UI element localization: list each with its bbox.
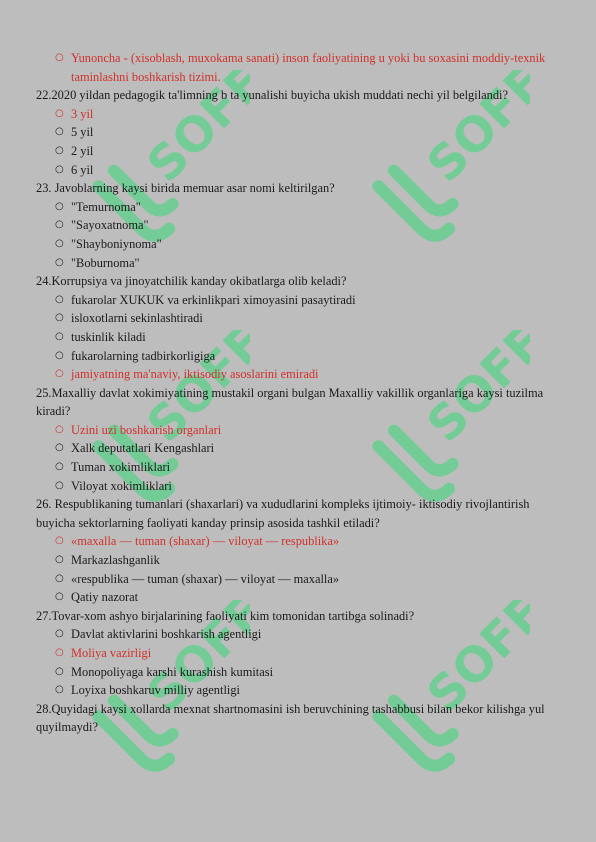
circle-bullet-icon: ○ <box>55 219 64 231</box>
option-text: Moliya vazirligi <box>71 646 152 660</box>
option-text: 3 yil <box>71 106 94 121</box>
circle-bullet-icon: ○ <box>55 293 64 305</box>
option-text: fukarolar XUKUK va erkinlikpari ximoyasini pasaytiradi <box>71 292 356 307</box>
svg-text:SOFF: SOFF <box>136 600 250 724</box>
circle-bullet-icon: ○ <box>55 591 64 603</box>
question-text: 22.2020 yildan pedagogik ta'limning b ta yunalishi buyicha ukish muddati nechi yil belgilandi? <box>36 88 508 103</box>
option-text: tuskinlik kiladi <box>71 329 146 344</box>
option-text: "Sayoxatnoma" <box>71 218 149 233</box>
answer-option <box>36 439 556 458</box>
question-text: 23. Javoblarning kaysi birida memuar asar nomi keltirilgan? <box>36 181 335 196</box>
answer-option <box>36 347 556 366</box>
option-text: "Boburnoma" <box>71 255 140 270</box>
option-text: Yunoncha - (xisoblash, muxokama sanati) inson faoliyatining u yoki bu soxasini moddiy-texnik taminlashni boshkarish tizimi. <box>71 51 546 84</box>
option-text: Loyixa boshkaruv milliy agentligi <box>71 683 240 698</box>
question-text: 28.Quyidagi kaysi xollarda mexnat shartnomasini ish beruvchining tashabbusi bilan bekor kilishga yul quyilmaydi? <box>36 701 545 735</box>
svg-text:SOFF: SOFF <box>416 70 530 194</box>
answer-option <box>36 161 556 180</box>
circle-bullet-icon: ○ <box>55 442 64 454</box>
answer-option <box>36 254 556 273</box>
option-text: jamiyatning ma'naviy, iktisodiy asoslarini emiradi <box>71 367 319 382</box>
circle-bullet-icon: ○ <box>55 684 64 696</box>
circle-bullet-icon: ○ <box>55 330 64 342</box>
question-text: 25.Maxalliy davlat xokimiyatining mustakil organi bulgan Maxalliy vakillik organlariga kaysi tuzilma kiradi? <box>36 385 544 419</box>
circle-bullet-icon: ○ <box>55 554 64 566</box>
option-list <box>36 105 556 179</box>
circle-bullet-icon: ○ <box>55 368 64 380</box>
circle-bullet-icon: ○ <box>55 628 64 640</box>
answer-option <box>36 477 556 496</box>
option-list <box>36 291 556 384</box>
option-text: Xalk deputatlari Kengashlari <box>71 441 215 456</box>
option-text: Davlat aktivlarini boshkarish agentligi <box>71 627 262 642</box>
answer-option <box>36 588 556 607</box>
option-text: fukarolarning tadbirkorligiga <box>71 348 216 363</box>
option-text: Monopoliyaga karshi kurashish kumitasi <box>71 664 274 679</box>
option-text: "Shayboniynoma" <box>71 236 162 251</box>
answer-option <box>36 551 556 570</box>
svg-text:SOFF: SOFF <box>416 600 530 724</box>
answer-option <box>36 570 556 589</box>
answer-option <box>36 142 556 161</box>
answer-option <box>36 663 556 682</box>
circle-bullet-icon: ○ <box>55 163 64 175</box>
option-list <box>36 421 556 495</box>
circle-bullet-icon: ○ <box>55 461 64 473</box>
answer-option <box>36 198 556 217</box>
option-list <box>36 625 556 699</box>
answer-option <box>36 235 556 254</box>
option-text: isloxotlarni sekinlashtiradi <box>71 311 203 326</box>
question-text: 24.Korrupsiya va jinoyatchilik kanday okibatlarga olib keladi? <box>36 274 347 289</box>
circle-bullet-icon: ○ <box>55 107 64 119</box>
option-text: 6 yil <box>71 162 94 177</box>
svg-text:SOFF: SOFF <box>416 330 530 454</box>
option-text: "Temurnoma" <box>71 199 141 214</box>
answer-option <box>36 309 556 328</box>
option-text: Tuman xokimliklari <box>71 460 171 475</box>
option-text: «respublika — tuman (shaxar) — viloyat — maxalla» <box>71 571 340 586</box>
circle-bullet-icon: ○ <box>55 52 64 63</box>
answer-option <box>36 216 556 235</box>
answer-option <box>36 681 556 700</box>
question-text: 27.Tovar-xom ashyo birjalarining faoliyati kim tomonidan tartibga solinadi? <box>36 608 415 623</box>
answer-option-correct <box>36 105 556 124</box>
svg-text:SOFF: SOFF <box>136 330 250 454</box>
option-text: Uzini uzi boshkarish organlari <box>71 422 222 437</box>
svg-text:SOFF: SOFF <box>136 70 250 194</box>
option-text: 5 yil <box>71 125 94 140</box>
quiz-content <box>36 49 556 737</box>
circle-bullet-icon: ○ <box>55 572 64 584</box>
answer-option-correct <box>36 365 556 384</box>
answer-option <box>36 458 556 477</box>
answer-option <box>36 123 556 142</box>
circle-bullet-icon: ○ <box>55 256 64 268</box>
circle-bullet-icon: ○ <box>55 126 64 138</box>
option-text: Markazlashganlik <box>71 553 160 568</box>
answer-option <box>36 291 556 310</box>
circle-bullet-icon: ○ <box>55 312 64 324</box>
option-text: Viloyat xokimliklari <box>71 478 172 493</box>
option-list <box>36 198 556 272</box>
option-text: «maxalla — tuman (shaxar) — viloyat — respublika» <box>71 534 340 549</box>
answer-option-correct <box>36 421 556 440</box>
circle-bullet-icon: ○ <box>55 349 64 361</box>
option-list <box>36 532 556 606</box>
option-text: Qatiy nazorat <box>71 590 139 605</box>
circle-bullet-icon: ○ <box>55 647 64 658</box>
answer-option <box>36 328 556 347</box>
circle-bullet-icon: ○ <box>55 144 64 156</box>
answer-option <box>36 625 556 644</box>
circle-bullet-icon: ○ <box>55 665 64 677</box>
circle-bullet-icon: ○ <box>55 237 64 249</box>
circle-bullet-icon: ○ <box>55 535 64 547</box>
answer-option-correct <box>36 644 556 663</box>
answer-option-correct <box>36 532 556 551</box>
option-list <box>36 49 556 86</box>
circle-bullet-icon: ○ <box>55 479 64 491</box>
circle-bullet-icon: ○ <box>55 423 64 435</box>
option-text: 2 yil <box>71 143 94 158</box>
question-text: 26. Respublikaning tumanlari (shaxarlari) va xududlarini kompleks ijtimoiy- iktisodiy rivojlantirish buyicha sektorlarning faoliyati kanday prinsip asosida tashkil etiladi? <box>36 497 530 530</box>
circle-bullet-icon: ○ <box>55 200 64 212</box>
answer-option-correct <box>36 49 556 86</box>
